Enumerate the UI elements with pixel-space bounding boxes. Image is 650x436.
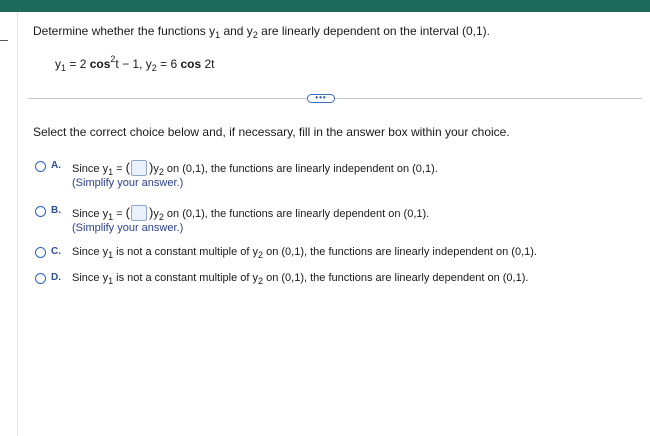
choice-letter-c: C. — [51, 246, 61, 257]
choice-a-text: Since $y_1$ = ( )$y_2$ on (0,1), the functions are linearly independent on (0,1). — [72, 160, 438, 177]
radio-button-a[interactable] — [35, 161, 46, 172]
left-border — [17, 12, 18, 436]
radio-button-c[interactable] — [35, 247, 46, 258]
choice-d-text: Since $y_1$ is not a constant multiple of $y_2$ on (0,1), the functions are linearly dependent on (0,1). — [72, 272, 529, 286]
function-definitions: $y_1 = 2$ $\cos^2t - 1$, $y_2 = 6$ cos 2t — [55, 54, 215, 73]
instruction-text: Select the correct choice below and, if necessary, fill in the answer box within your choice. — [33, 125, 510, 139]
section-divider — [28, 98, 642, 99]
left-tick-mark — [0, 40, 8, 41]
choice-letter-d: D. — [51, 272, 61, 283]
top-header-bar — [0, 0, 650, 12]
radio-button-b[interactable] — [35, 206, 46, 217]
choice-c-text: Since $y_1$ is not a constant multiple of $y_2$ on (0,1), the functions are linearly independent on (0,1). — [72, 246, 537, 260]
answer-box-a[interactable] — [131, 160, 147, 176]
answer-box-b[interactable] — [131, 205, 147, 221]
choice-letter-a: A. — [51, 160, 61, 171]
radio-button-d[interactable] — [35, 273, 46, 284]
choice-letter-b: B. — [51, 205, 61, 216]
choice-b-hint: (Simplify your answer.) — [72, 222, 184, 234]
choice-a-hint: (Simplify your answer.) — [72, 177, 184, 189]
choice-b-text: Since $y_1$ = ( )$y_2$ on (0,1), the functions are linearly dependent on (0,1). — [72, 205, 430, 222]
question-text: Determine whether the functions $y_1$ and $y_2$ are linearly dependent on the interval (0,1). — [33, 24, 490, 40]
expand-more-button[interactable]: ••• — [307, 94, 335, 103]
